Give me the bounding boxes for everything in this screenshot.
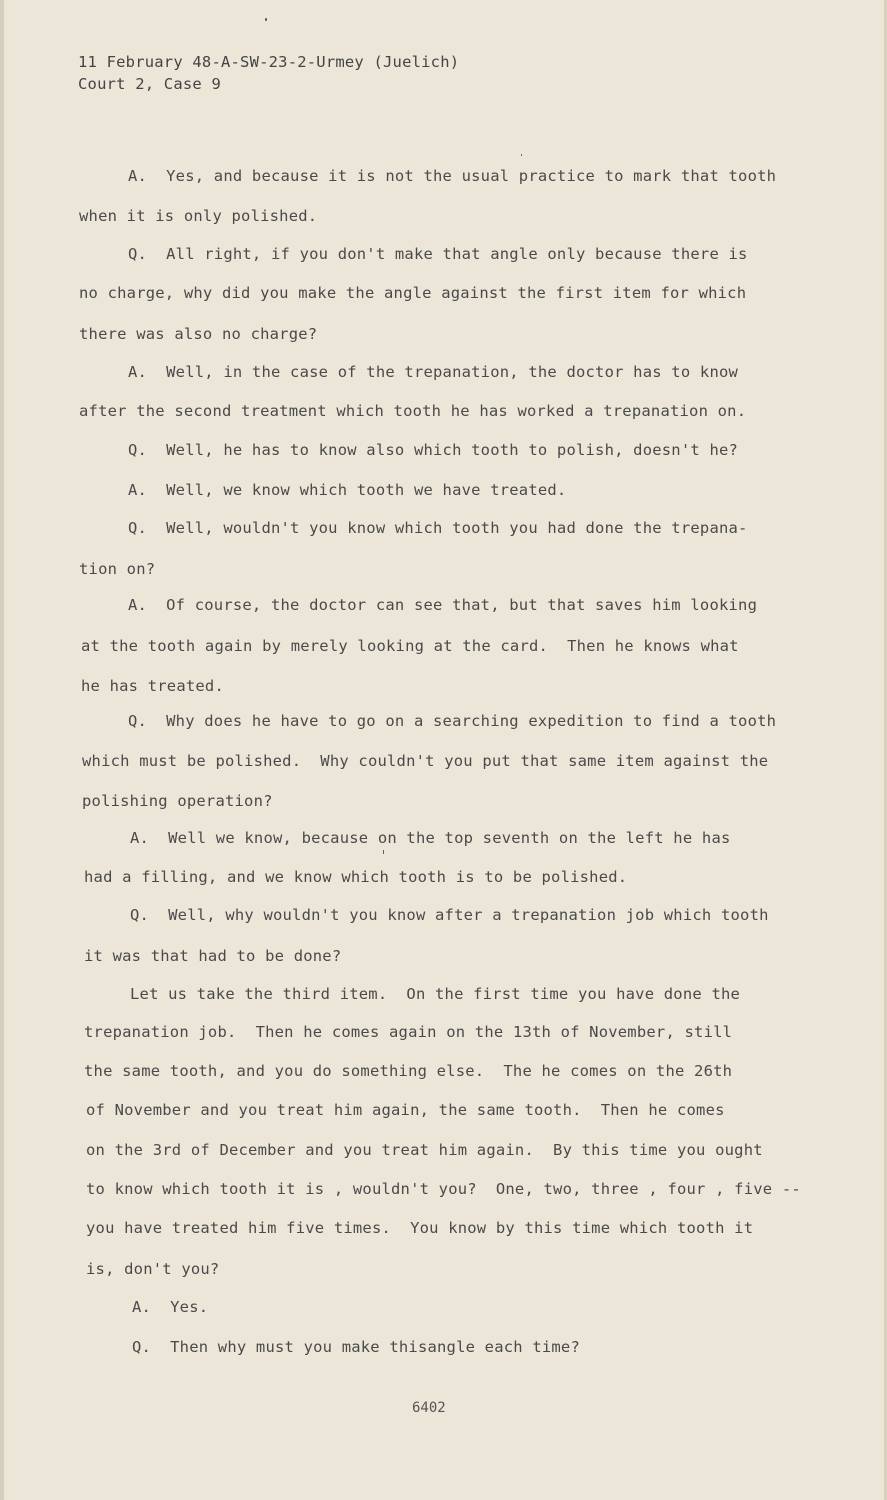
transcript-line: after the second treatment which tooth he has worked a trepanation on. <box>79 402 747 420</box>
transcript-line: to know which tooth it is , wouldn't you? One, two, three , four , five -- <box>86 1180 801 1198</box>
transcript-line: when it is only polished. <box>79 207 318 225</box>
paper-speck <box>383 850 384 854</box>
transcript-line: no charge, why did you make the angle against the first item for which <box>79 284 747 302</box>
transcript-line: Q. Well, wouldn't you know which tooth you had done the trepana- <box>128 519 748 537</box>
transcript-line: Let us take the third item. On the first time you have done the <box>130 985 741 1003</box>
transcript-line: it was that had to be done? <box>84 947 342 965</box>
transcript-line: there was also no charge? <box>79 325 318 343</box>
transcript-line: Q. All right, if you don't make that angle only because there is <box>128 245 748 263</box>
transcript-line: on the 3rd of December and you treat him again. By this time you ought <box>86 1141 763 1159</box>
transcript-line: A. Well we know, because on the top seventh on the left he has <box>130 829 731 847</box>
transcript-line: of November and you treat him again, the same tooth. Then he comes <box>86 1101 725 1119</box>
transcript-line: the same tooth, and you do something else. The he comes on the 26th <box>84 1062 733 1080</box>
paper-speck <box>521 154 522 156</box>
transcript-line: had a filling, and we know which tooth is to be polished. <box>84 868 628 886</box>
transcript-line: you have treated him five times. You know by this time which tooth it <box>86 1219 754 1237</box>
transcript-line: A. Yes, and because it is not the usual practice to mark that tooth <box>128 167 777 185</box>
transcript-line: he has treated. <box>81 677 224 695</box>
transcript-line: A. Well, we know which tooth we have treated. <box>128 481 567 499</box>
transcript-line: Q. Then why must you make thisangle each time? <box>132 1338 580 1356</box>
transcript-line: which must be polished. Why couldn't you put that same item against the <box>82 752 769 770</box>
paper-speck <box>265 18 267 21</box>
page-number: 6402 <box>412 1400 446 1416</box>
transcript-line: A. Of course, the doctor can see that, but that saves him looking <box>128 596 758 614</box>
transcript-line: Q. Why does he have to go on a searching expedition to find a tooth <box>128 712 777 730</box>
transcript-line: polishing operation? <box>82 792 273 810</box>
transcript-line: Q. Well, why wouldn't you know after a trepanation job which tooth <box>130 906 769 924</box>
page-left-edge <box>0 0 4 1500</box>
header-case-reference: 11 February 48-A-SW-23-2-Urmey (Juelich) <box>78 53 460 71</box>
transcript-line: is, don't you? <box>86 1260 220 1278</box>
transcript-line: trepanation job. Then he comes again on the 13th of November, still <box>84 1023 733 1041</box>
transcript-line: A. Well, in the case of the trepanation, the doctor has to know <box>128 363 739 381</box>
transcript-line: at the tooth again by merely looking at the card. Then he knows what <box>81 637 739 655</box>
transcript-line: A. Yes. <box>132 1298 209 1316</box>
transcript-line: tion on? <box>79 560 156 578</box>
transcript-line: Q. Well, he has to know also which tooth to polish, doesn't he? <box>128 441 739 459</box>
header-court-case: Court 2, Case 9 <box>78 75 221 93</box>
